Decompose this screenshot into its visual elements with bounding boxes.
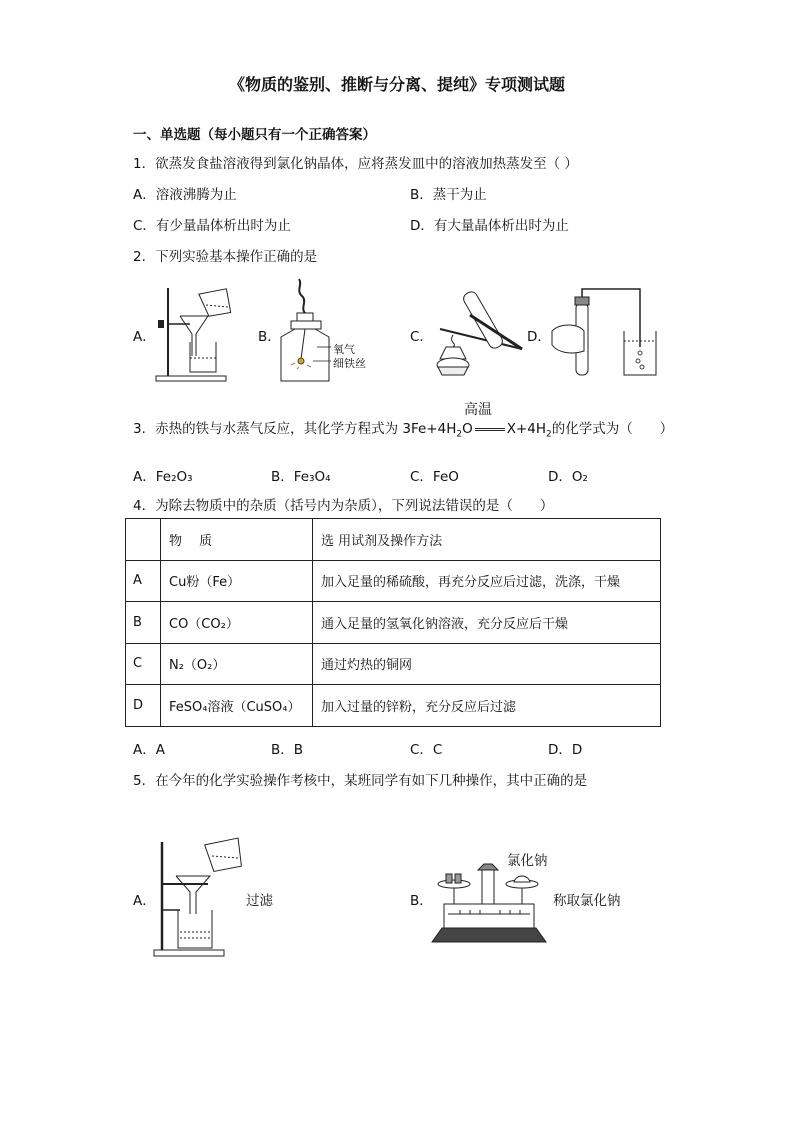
filtration-caption: 过滤 bbox=[246, 893, 273, 909]
q1-option-a[interactable]: A．溶液沸腾为止 bbox=[133, 187, 237, 203]
q3-stem-part-d: 的化学式为（ ） bbox=[551, 421, 674, 437]
q3-option-b[interactable]: B．Fe₃O₄ bbox=[271, 469, 331, 485]
q2-label-d[interactable]: D． bbox=[527, 329, 551, 345]
substance-cell: N₂（O₂） bbox=[161, 643, 313, 685]
substance-cell: Cu粉（Fe） bbox=[161, 560, 313, 602]
impurity-table bbox=[125, 518, 661, 727]
q4-option-d[interactable]: D．D bbox=[548, 742, 583, 758]
q2-label-c[interactable]: C． bbox=[410, 329, 433, 345]
q3-stem-part-c: X+4H bbox=[506, 421, 547, 437]
q5-label-b[interactable]: B． bbox=[410, 893, 433, 909]
question-3-stem bbox=[133, 417, 673, 440]
q3-option-d[interactable]: D．O₂ bbox=[548, 469, 588, 485]
row-label: B bbox=[126, 602, 161, 644]
header-cell: 物 质 bbox=[161, 519, 313, 561]
q3-stem-part-a: 3．赤热的铁与水蒸气反应，其化学方程式为 3Fe+4H bbox=[133, 421, 457, 437]
q5-label-a[interactable]: A． bbox=[133, 893, 156, 909]
iron-wire-oxygen-figure bbox=[277, 275, 367, 390]
table-row bbox=[126, 602, 661, 644]
row-label: A bbox=[126, 560, 161, 602]
page-title: 《物质的鉴别、推断与分离、提纯》专项测试题 bbox=[228, 75, 565, 94]
filtration-apparatus-figure bbox=[150, 280, 250, 385]
heating-test-tube-figure bbox=[430, 285, 530, 380]
substance-cell: FeSO₄溶液（CuSO₄） bbox=[161, 685, 313, 727]
substance-cell: CO（CO₂） bbox=[161, 602, 313, 644]
reaction-condition: 高温 bbox=[464, 402, 492, 418]
balance-scale-figure bbox=[430, 862, 548, 944]
question-5-stem: 5．在今年的化学实验操作考核中，某班同学有如下几种操作，其中正确的是 bbox=[133, 773, 588, 789]
question-4-stem: 4．为除去物质中的杂质（括号内为杂质），下列说法错误的是（ ） bbox=[133, 498, 554, 514]
method-cell: 通入足量的氢氧化钠溶液，充分反应后干燥 bbox=[313, 602, 661, 644]
airtightness-check-figure bbox=[548, 283, 663, 381]
iron-wire-label: 细铁丝 bbox=[333, 357, 366, 370]
q2-label-a[interactable]: A． bbox=[133, 329, 156, 345]
q3-h2o-subscript: 2 bbox=[456, 429, 463, 440]
weigh-nacl-caption: 称取氯化钠 bbox=[553, 893, 621, 909]
q3-option-c[interactable]: C．FeO bbox=[410, 469, 459, 485]
q1-option-b[interactable]: B．蒸干为止 bbox=[410, 187, 487, 203]
q3-stem-part-b: O bbox=[462, 421, 473, 437]
method-cell: 加入足量的稀硫酸，再充分反应后过滤，洗涤，干燥 bbox=[313, 560, 661, 602]
question-1-stem: 1．欲蒸发食盐溶液得到氯化钠晶体，应将蒸发皿中的溶液加热蒸发至（ ） bbox=[133, 156, 578, 172]
sodium-chloride-label: 氯化钠 bbox=[507, 853, 548, 869]
q1-option-d[interactable]: D．有大量晶体析出时为止 bbox=[410, 218, 569, 234]
row-label: C bbox=[126, 643, 161, 685]
filtration-figure bbox=[150, 832, 250, 960]
q3-option-a[interactable]: A．Fe₂O₃ bbox=[133, 469, 193, 485]
table-row bbox=[126, 643, 661, 685]
row-label: D bbox=[126, 685, 161, 727]
question-2-stem: 2．下列实验基本操作正确的是 bbox=[133, 249, 318, 265]
method-cell: 通过灼热的铜网 bbox=[313, 643, 661, 685]
q4-option-b[interactable]: B．B bbox=[271, 742, 304, 758]
q2-label-b[interactable]: B． bbox=[258, 329, 281, 345]
q3-h2-subscript: 2 bbox=[546, 429, 552, 440]
header-cell: 选 用试剂及操作方法 bbox=[313, 519, 661, 561]
method-cell: 加入过量的锌粉，充分反应后过滤 bbox=[313, 685, 661, 727]
section-heading: 一、单选题（每小题只有一个正确答案） bbox=[133, 127, 376, 143]
table-header-row bbox=[126, 519, 661, 561]
header-cell bbox=[126, 519, 161, 561]
q4-option-c[interactable]: C．C bbox=[410, 742, 443, 758]
table-row bbox=[126, 560, 661, 602]
table-row bbox=[126, 685, 661, 727]
q1-option-c[interactable]: C．有少量晶体析出时为止 bbox=[133, 218, 291, 234]
q4-option-a[interactable]: A．A bbox=[133, 742, 165, 758]
oxygen-label: 氧气 bbox=[333, 343, 355, 356]
